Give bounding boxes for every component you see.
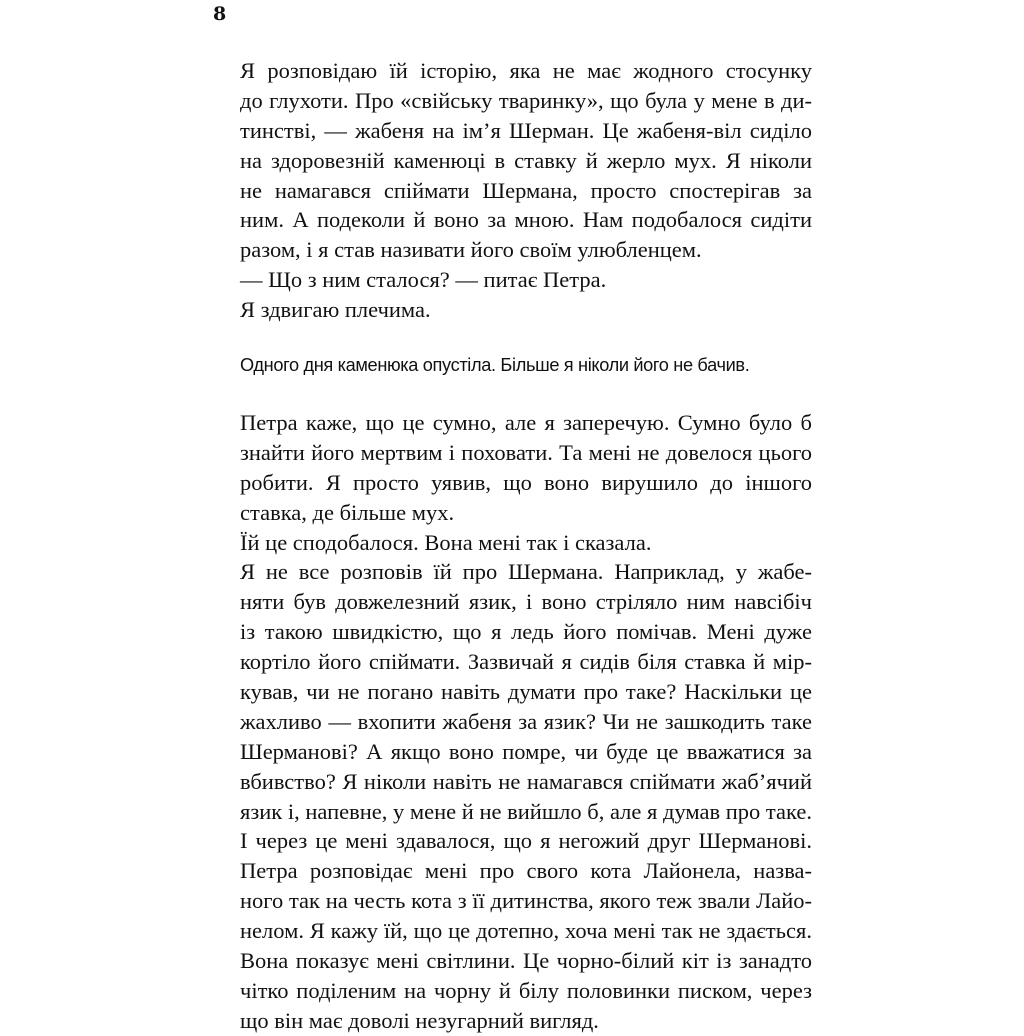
text-line: Я розповідаю їй історію, яка не має жодного стосунку bbox=[240, 58, 812, 83]
text-line: Петра розповідає мені про свого кота Лайонела, назва- bbox=[240, 858, 812, 884]
text-line: Петра каже, що це сумно, але я заперечую. Сумно було б bbox=[240, 410, 812, 435]
note-line: Одного дня каменюка опустіла. Більше я ніколи його не бачив. bbox=[240, 355, 750, 375]
text-line: що він має доволі незугарний вигляд. bbox=[240, 1007, 599, 1033]
text-line: знайти його мертвим і поховати. Та мені не довелося цього bbox=[240, 439, 812, 465]
text-line: Вона показує мені світлини. Це чорно-білий кіт із занадто bbox=[240, 948, 812, 974]
text-line: чітко поділеним на чорну й білу половинки писком, через bbox=[240, 977, 812, 1003]
text-line: Шерманові? А якщо воно помре, чи буде це вважатися за bbox=[240, 738, 812, 764]
text-line: Я не все розповів їй про Шермана. Наприклад, у жабе- bbox=[240, 559, 812, 585]
page-number: 8 bbox=[213, 3, 227, 25]
text-line: робити. Я просто уявив, що воно вирушило до іншого bbox=[240, 469, 812, 495]
text-line: вбивство? Я ніколи навіть не намагався спіймати жаб’ячий bbox=[240, 768, 812, 794]
text-line: Я здвигаю плечима. bbox=[240, 297, 431, 323]
text-line: кував, чи не погано навіть думати про таке? Наскільки це bbox=[240, 679, 812, 705]
text-line: ставка, де більше мух. bbox=[240, 499, 455, 525]
text-line: І через це мені здавалося, що я негожий друг Шерманові. bbox=[240, 828, 812, 854]
text-line: нелом. Я кажу їй, що це дотепно, хоча мені так не здається. bbox=[240, 918, 812, 944]
text-line: не намагався спіймати Шермана, просто спостерігав за bbox=[240, 177, 812, 203]
paragraph-1 bbox=[240, 56, 812, 325]
text-line: кортіло його спіймати. Зазвичай я сидів біля ставка й мір- bbox=[240, 649, 812, 675]
text-line: ного так на честь кота з її дитинства, якого теж звали Лайо- bbox=[240, 888, 812, 914]
text-line: на здоровезній каменюці в ставку й жерло мух. Я ніколи bbox=[240, 147, 812, 173]
note-paragraph bbox=[240, 350, 812, 380]
text-line: до глухоти. Про «свійську тваринку», що була у мене в ди- bbox=[240, 87, 812, 113]
text-line: жахливо — вхопити жабеня за язик? Чи не зашкодить таке bbox=[240, 708, 812, 734]
text-line: тинстві, — жабеня на ім’я Шерман. Це жабеня-віл сиділо bbox=[240, 117, 812, 143]
text-line: няти був довжелезний язик, і воно стріляло ним навсібіч bbox=[240, 589, 812, 615]
text-line: язик і, напевне, у мене й не вийшло б, але я думав про таке. bbox=[240, 798, 812, 824]
text-line: Їй це сподобалося. Вона мені так і сказала. bbox=[240, 529, 652, 555]
text-line: разом, і я став називати його своїм улюбленцем. bbox=[240, 237, 702, 263]
dialogue-line: — Що з ним сталося? — питає Петра. bbox=[240, 267, 607, 293]
text-line: ним. А подеколи й воно за мною. Нам подобалося сидіти bbox=[240, 207, 812, 233]
paragraph-4 bbox=[240, 408, 812, 1036]
text-line: із такою швидкістю, що я ледь його помічав. Мені дуже bbox=[240, 619, 812, 645]
